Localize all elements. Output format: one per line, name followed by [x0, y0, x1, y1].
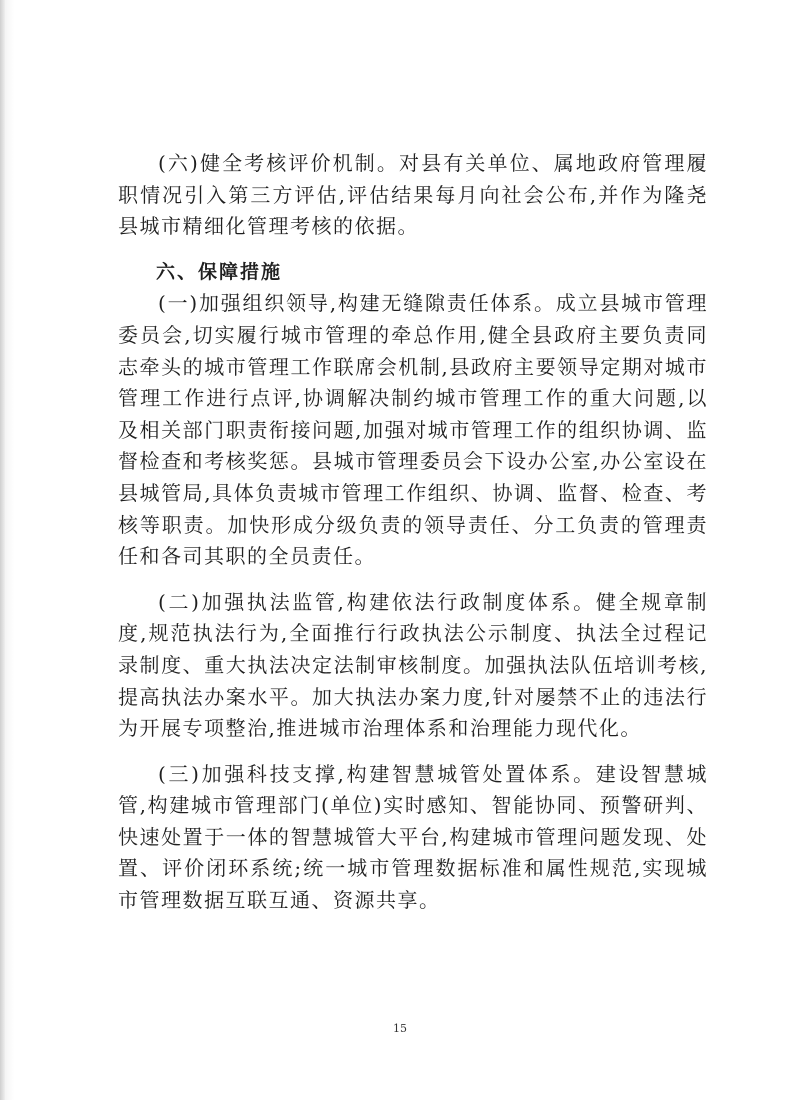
- paragraph-organization-leadership: (一)加强组织领导,构建无缝隙责任体系。成立县城市管理委员会,切实履行城市管理的牵总作用,健全县政府主要负责同志牵头的城市管理工作联席会机制,县政府主要领导定期对城市管理工作进行点评,协调解决制约城市管理工作的重大问题,以及相关部门职责衔接问题,加强对城市管理工作的组织协调、监督检查和考核奖惩。县城市管理委员会下设办公室,办公室设在县城管局,具体负责城市管理工作组织、协调、监督、检查、考核等职责。加快形成分级负责的领导责任、分工负责的管理责任和各司其职的全员责任。: [118, 291, 708, 569]
- paragraph-assessment-mechanism: (六)健全考核评价机制。对县有关单位、属地政府管理履职情况引入第三方评估,评估结果每月向社会公布,并作为隆尧县城市精细化管理考核的依据。: [118, 151, 708, 239]
- paragraph-law-enforcement: (二)加强执法监管,构建依法行政制度体系。健全规章制度,规范执法行为,全面推行行政执法公示制度、执法全过程记录制度、重大执法决定法制审核制度。加强执法队伍培训考核,提高执法办案水平。加大执法办案力度,针对屡禁不止的违法行为开展专项整治,推进城市治理体系和治理能力现代化。: [118, 589, 708, 741]
- page-edge-shadow: [0, 0, 5, 1100]
- paragraph-tech-support: (三)加强科技支撑,构建智慧城管处置体系。建设智慧城管,构建城市管理部门(单位)实时感知、智能协同、预警研判、快速处置于一体的智慧城管大平台,构建城市管理问题发现、处置、评价闭环系统;统一城市管理数据标准和属性规范,实现城市管理数据互联互通、资源共享。: [118, 761, 708, 913]
- section-heading-safeguards: 六、保障措施: [156, 260, 283, 283]
- document-body: [118, 148, 708, 917]
- page-number: 15: [393, 1022, 407, 1035]
